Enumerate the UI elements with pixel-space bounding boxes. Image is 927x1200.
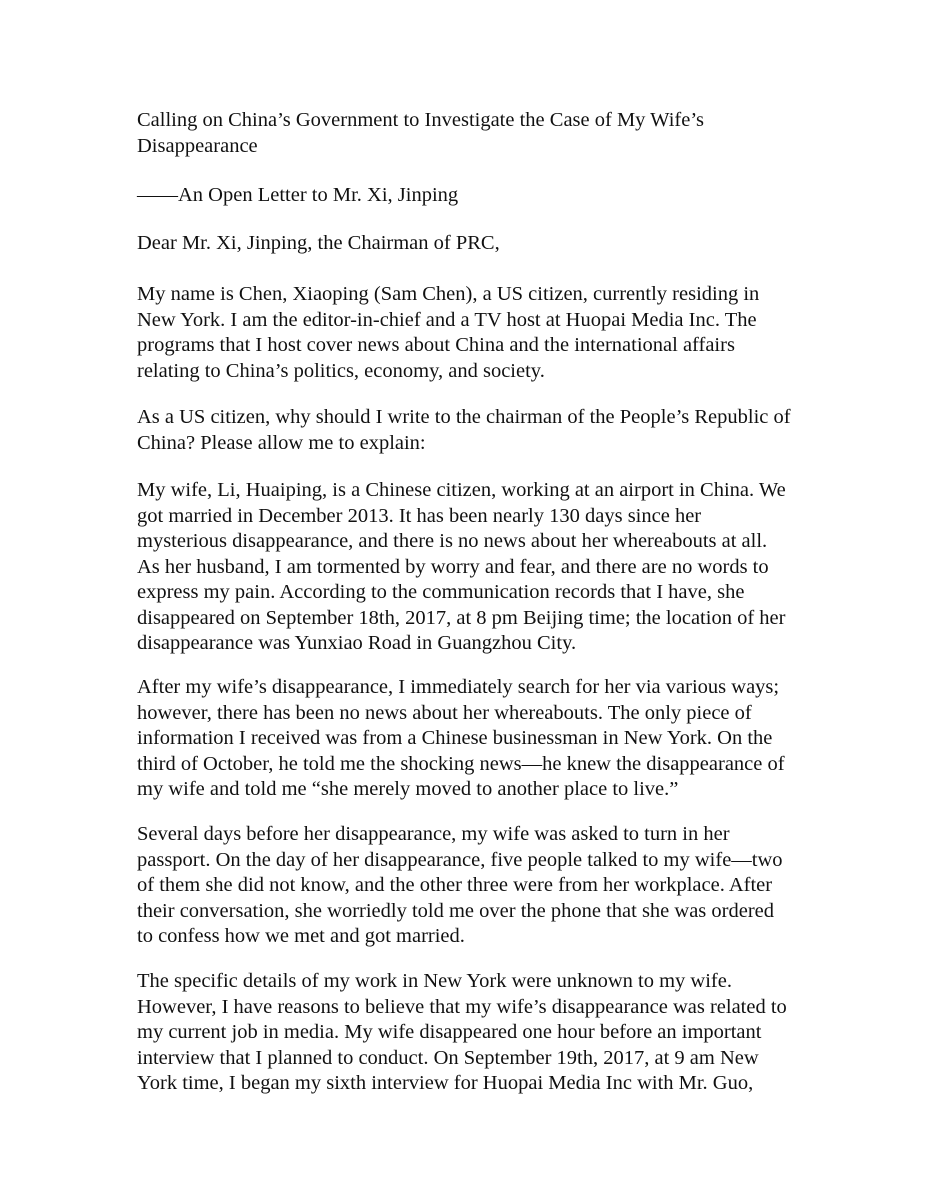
- paragraph-line: passport. On the day of her disappearance, five people talked to my wife—two: [137, 848, 783, 871]
- title-line: Calling on China’s Government to Investigate the Case of My Wife’s: [137, 109, 705, 131]
- paragraph-line: Several days before her disappearance, my wife was asked to turn in her: [137, 823, 730, 845]
- paragraph-line: third of October, he told me the shocking news—he knew the disappearance of: [137, 752, 785, 775]
- paragraph-line: As a US citizen, why should I write to the chairman of the People’s Republic of: [137, 406, 791, 428]
- paragraph-line: New York. I am the editor-in-chief and a TV host at Huopai Media Inc. The: [137, 308, 757, 331]
- paragraph-line: however, there has been no news about her whereabouts. The only piece of: [137, 701, 752, 724]
- paragraph-line: interview that I planned to conduct. On September 19th, 2017, at 9 am New: [137, 1046, 759, 1069]
- paragraph-line: of them she did not know, and the other three were from her workplace. After: [137, 874, 773, 896]
- letter-title: [137, 108, 837, 159]
- paragraph-line: express my pain. According to the communication records that I have, she: [137, 581, 745, 603]
- paragraph-line: their conversation, she worriedly told me over the phone that she was ordered: [137, 899, 775, 922]
- paragraph-line: My name is Chen, Xiaoping (Sam Chen), a US citizen, currently residing in: [137, 283, 760, 305]
- paragraph-line: The specific details of my work in New York were unknown to my wife.: [137, 970, 732, 992]
- paragraph-introduction: [137, 282, 837, 384]
- paragraph-line: relating to China’s politics, economy, and society.: [137, 359, 545, 382]
- salutation: [137, 231, 837, 257]
- paragraph-line: After my wife’s disappearance, I immediately search for her via various ways;: [137, 676, 780, 698]
- paragraph-line: York time, I began my sixth interview for Huopai Media Inc with Mr. Guo,: [137, 1072, 754, 1094]
- letter-subtitle: [137, 183, 837, 209]
- paragraph-line: mysterious disappearance, and there is no news about her whereabouts at all.: [137, 530, 768, 552]
- subtitle-line: ——An Open Letter to Mr. Xi, Jinping: [137, 184, 459, 206]
- paragraph-line: However, I have reasons to believe that my wife’s disappearance was related to: [137, 995, 787, 1018]
- paragraph-line: my wife and told me “she merely moved to another place to live.”: [137, 778, 679, 800]
- paragraph-passport: [137, 822, 837, 950]
- paragraph-line: my current job in media. My wife disappeared one hour before an important: [137, 1021, 762, 1043]
- paragraph-line: programs that I host cover news about China and the international affairs: [137, 334, 735, 356]
- salutation-line: Dear Mr. Xi, Jinping, the Chairman of PRC,: [137, 232, 500, 254]
- paragraph-work: [137, 969, 837, 1097]
- paragraph-why-write: [137, 405, 837, 456]
- title-line: Disappearance: [137, 134, 258, 157]
- paragraph-wife: [137, 478, 837, 657]
- paragraph-line: disappeared on September 18th, 2017, at 8 pm Beijing time; the location of her: [137, 606, 786, 629]
- paragraph-line: China? Please allow me to explain:: [137, 431, 426, 454]
- paragraph-line: As her husband, I am tormented by worry and fear, and there are no words to: [137, 555, 769, 578]
- paragraph-search: [137, 675, 837, 803]
- paragraph-line: My wife, Li, Huaiping, is a Chinese citizen, working at an airport in China. We: [137, 479, 786, 501]
- paragraph-line: got married in December 2013. It has been nearly 130 days since her: [137, 504, 702, 527]
- paragraph-line: disappearance was Yunxiao Road in Guangzhou City.: [137, 632, 577, 654]
- paragraph-line: information I received was from a Chinese businessman in New York. On the: [137, 727, 773, 749]
- paragraph-line: to confess how we met and got married.: [137, 925, 465, 947]
